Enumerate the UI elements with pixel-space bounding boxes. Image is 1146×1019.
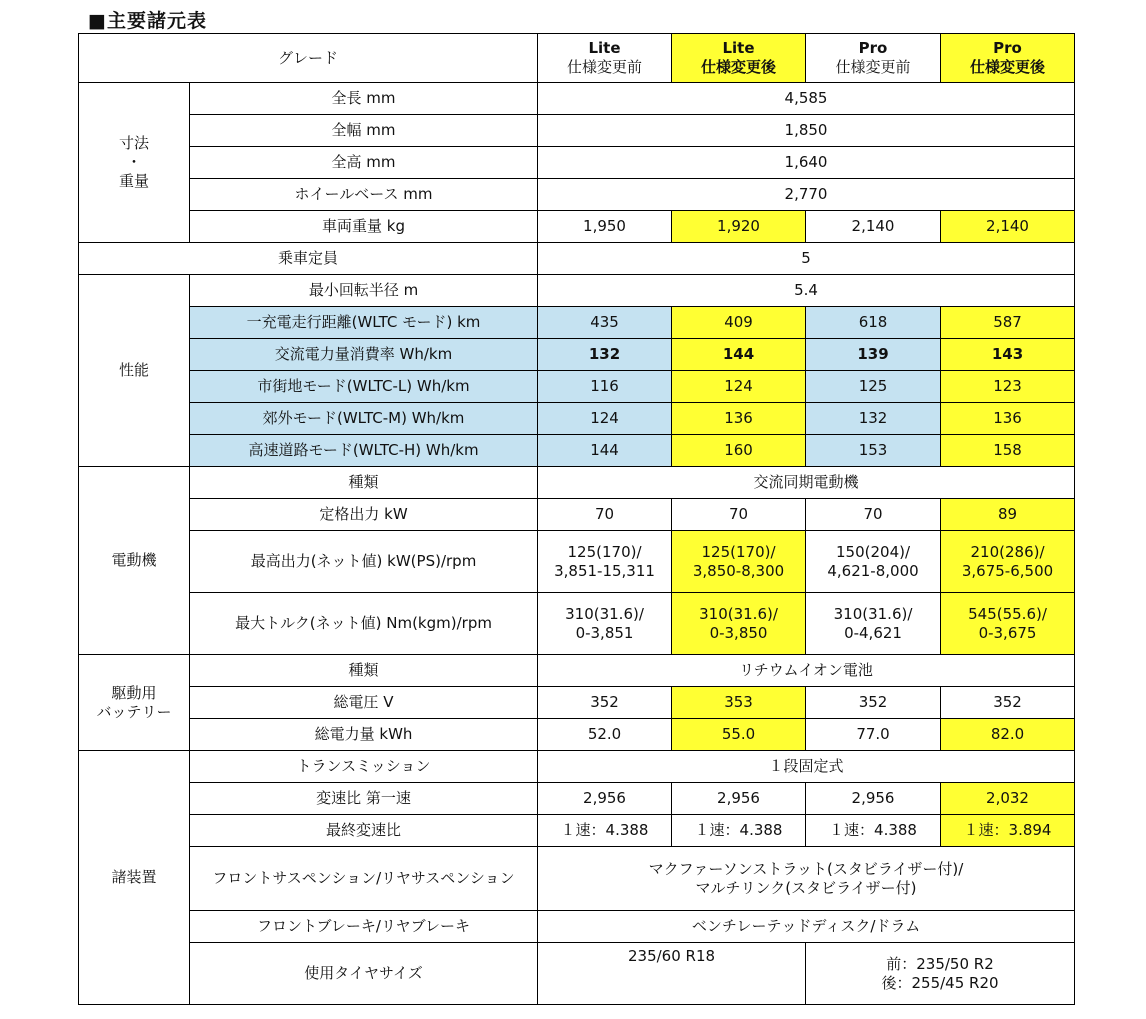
cell: 352 [941, 687, 1075, 719]
col-lite-before: Lite 仕様変更前 [538, 34, 672, 83]
cell: 55.0 [672, 719, 806, 751]
row-label: 最小回転半径 m [190, 275, 538, 307]
table-row [79, 211, 1075, 243]
table-row [79, 179, 1075, 211]
cell: 125 [806, 371, 941, 403]
cell: 587 [941, 307, 1075, 339]
row-label: 全高 mm [190, 147, 538, 179]
cell: 435 [538, 307, 672, 339]
row-label: 市街地モード(WLTC-L) Wh/km [190, 371, 538, 403]
cell: 352 [538, 687, 672, 719]
row-label: 最大トルク(ネット値) Nm(kgm)/rpm [190, 593, 538, 655]
row-label: 種類 [190, 655, 538, 687]
row-value: 2,770 [538, 179, 1075, 211]
cell: 310(31.6)/ 0-3,851 [538, 593, 672, 655]
grade-header: グレード [79, 34, 538, 83]
cell: 2,140 [941, 211, 1075, 243]
table-row [79, 815, 1075, 847]
table-row [79, 147, 1075, 179]
table-row [79, 531, 1075, 593]
cell: 77.0 [806, 719, 941, 751]
tires-lite: 235/60 R18 [538, 943, 806, 1005]
category-performance: 性能 [79, 275, 190, 467]
cell: 144 [672, 339, 806, 371]
cell: １速：4.388 [806, 815, 941, 847]
table-row [79, 467, 1075, 499]
cell: 158 [941, 435, 1075, 467]
cell: 139 [806, 339, 941, 371]
table-row [79, 593, 1075, 655]
table-row [79, 243, 1075, 275]
cell: 82.0 [941, 719, 1075, 751]
tires-pro: 前：235/50 R2 後：255/45 R20 [806, 943, 1075, 1005]
cell: 52.0 [538, 719, 672, 751]
category-battery: 駆動用 バッテリー [79, 655, 190, 751]
cell: 124 [672, 371, 806, 403]
table-row [79, 783, 1075, 815]
cell: 2,032 [941, 783, 1075, 815]
table-row [79, 83, 1075, 115]
row-value: 4,585 [538, 83, 1075, 115]
cell: 210(286)/ 3,675-6,500 [941, 531, 1075, 593]
row-label: 郊外モード(WLTC-M) Wh/km [190, 403, 538, 435]
cell: 545(55.6)/ 0-3,675 [941, 593, 1075, 655]
row-label: 高速道路モード(WLTC-H) Wh/km [190, 435, 538, 467]
cell: 1,950 [538, 211, 672, 243]
cell: 143 [941, 339, 1075, 371]
row-label: 交流電力量消費率 Wh/km [190, 339, 538, 371]
row-label: フロントサスペンション/リヤサスペンション [190, 847, 538, 911]
table-row [79, 751, 1075, 783]
cell: 70 [672, 499, 806, 531]
col-pro-before: Pro 仕様変更前 [806, 34, 941, 83]
row-value: 1,850 [538, 115, 1075, 147]
table-row [79, 847, 1075, 911]
row-value: １段固定式 [538, 751, 1075, 783]
table-row [79, 115, 1075, 147]
table-row [79, 307, 1075, 339]
table-row [79, 499, 1075, 531]
row-label: 定格出力 kW [190, 499, 538, 531]
cell: 2,140 [806, 211, 941, 243]
row-label: 乗車定員 [79, 243, 538, 275]
cell: 70 [538, 499, 672, 531]
cell: 144 [538, 435, 672, 467]
cell: 2,956 [672, 783, 806, 815]
table-row [79, 687, 1075, 719]
row-label: 一充電走行距離(WLTC モード) km [190, 307, 538, 339]
row-value: 1,640 [538, 147, 1075, 179]
row-label: 変速比 第一速 [190, 783, 538, 815]
row-value: マクファーソンストラット(スタビライザー付)/ マルチリンク(スタビライザー付) [538, 847, 1075, 911]
cell: 618 [806, 307, 941, 339]
table-row [79, 911, 1075, 943]
row-value: 5.4 [538, 275, 1075, 307]
cell: 310(31.6)/ 0-4,621 [806, 593, 941, 655]
cell: 160 [672, 435, 806, 467]
cell: 153 [806, 435, 941, 467]
row-label: 使用タイヤサイズ [190, 943, 538, 1005]
cell: 136 [672, 403, 806, 435]
cell: 123 [941, 371, 1075, 403]
row-label: トランスミッション [190, 751, 538, 783]
row-value: リチウムイオン電池 [538, 655, 1075, 687]
row-label: ホイールベース mm [190, 179, 538, 211]
header-row [79, 34, 1075, 83]
col-pro-after: Pro 仕様変更後 [941, 34, 1075, 83]
cell: １速：4.388 [672, 815, 806, 847]
row-label: 全幅 mm [190, 115, 538, 147]
row-value: 交流同期電動機 [538, 467, 1075, 499]
table-row [79, 655, 1075, 687]
cell: 125(170)/ 3,850-8,300 [672, 531, 806, 593]
category-equipment: 諸装置 [79, 751, 190, 1005]
cell: 70 [806, 499, 941, 531]
row-label: 最高出力(ネット値) kW(PS)/rpm [190, 531, 538, 593]
table-row [79, 275, 1075, 307]
table-row [79, 403, 1075, 435]
cell: 409 [672, 307, 806, 339]
table-row [79, 943, 1075, 1005]
page-title: ■主要諸元表 [88, 10, 207, 32]
cell: 132 [538, 339, 672, 371]
table-row [79, 719, 1075, 751]
spec-table [78, 33, 1075, 1005]
table-row [79, 339, 1075, 371]
cell: 136 [941, 403, 1075, 435]
cell: 2,956 [806, 783, 941, 815]
cell: １速：3.894 [941, 815, 1075, 847]
row-label: 総電圧 V [190, 687, 538, 719]
cell: １速：4.388 [538, 815, 672, 847]
cell: 310(31.6)/ 0-3,850 [672, 593, 806, 655]
cell: 353 [672, 687, 806, 719]
row-label: 総電力量 kWh [190, 719, 538, 751]
cell: 1,920 [672, 211, 806, 243]
row-label: フロントブレーキ/リヤブレーキ [190, 911, 538, 943]
cell: 124 [538, 403, 672, 435]
row-value: 5 [538, 243, 1075, 275]
cell: 89 [941, 499, 1075, 531]
cell: 132 [806, 403, 941, 435]
row-label: 種類 [190, 467, 538, 499]
cell: 150(204)/ 4,621-8,000 [806, 531, 941, 593]
cell: 116 [538, 371, 672, 403]
category-motor: 電動機 [79, 467, 190, 655]
row-label: 車両重量 kg [190, 211, 538, 243]
row-label: 最終変速比 [190, 815, 538, 847]
category-dimensions: 寸法 ・ 重量 [79, 83, 190, 243]
table-row [79, 371, 1075, 403]
cell: 352 [806, 687, 941, 719]
row-label: 全長 mm [190, 83, 538, 115]
cell: 2,956 [538, 783, 672, 815]
cell: 125(170)/ 3,851-15,311 [538, 531, 672, 593]
col-lite-after: Lite 仕様変更後 [672, 34, 806, 83]
table-row [79, 435, 1075, 467]
row-value: ベンチレーテッドディスク/ドラム [538, 911, 1075, 943]
